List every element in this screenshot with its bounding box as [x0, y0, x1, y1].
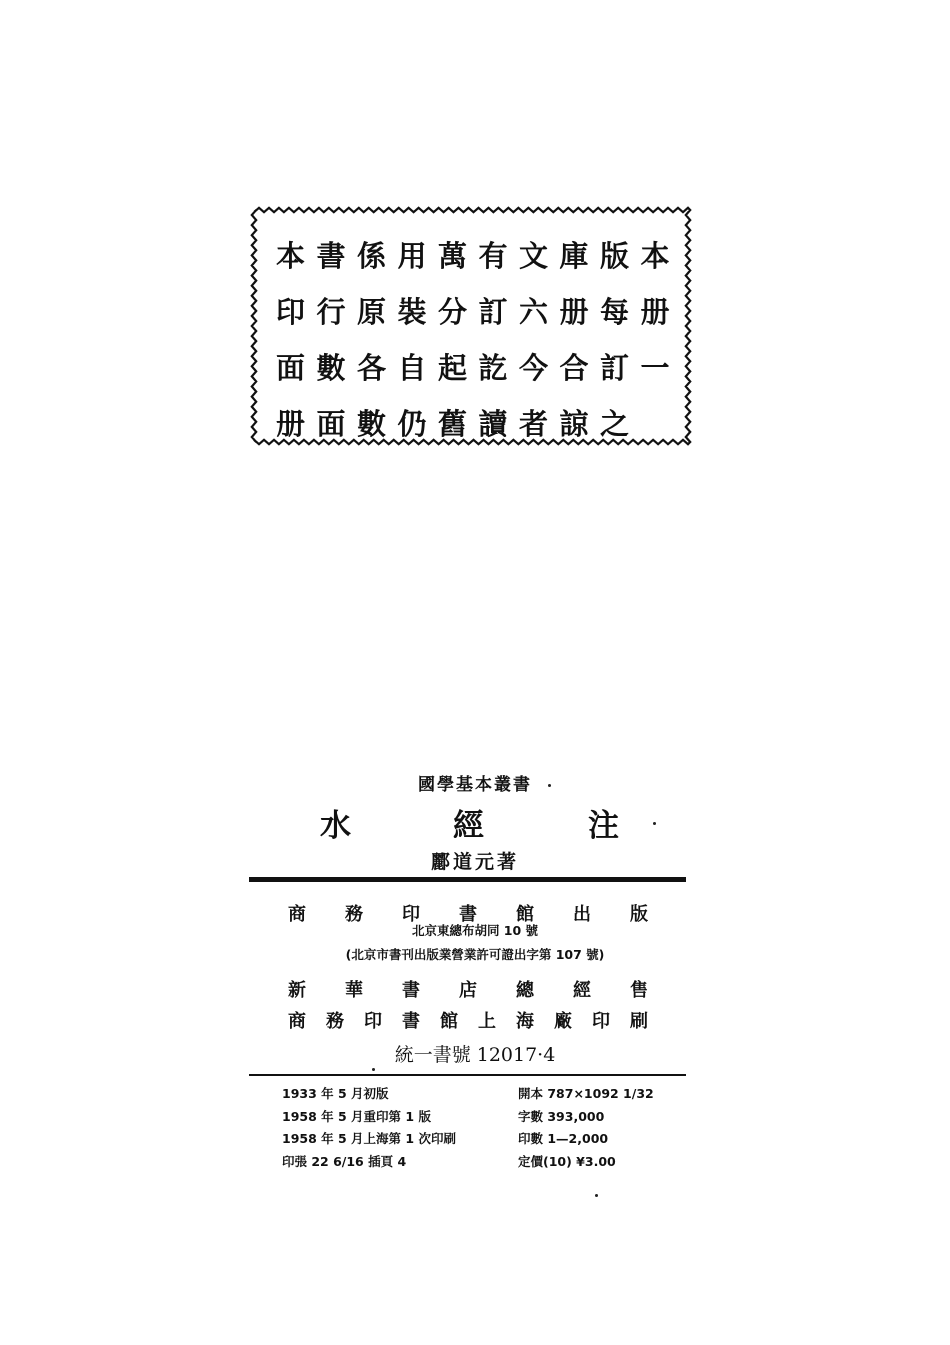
scan-speck	[548, 784, 551, 787]
notice-line	[276, 394, 681, 450]
distributor-char: 經	[573, 980, 591, 1001]
notice-char: 本	[276, 238, 306, 273]
publisher-char: 印	[402, 904, 420, 925]
notice-char: 數	[357, 406, 387, 441]
notice-char: 分	[438, 294, 468, 329]
notice-char: 庫	[559, 238, 589, 273]
notice-char: 版	[600, 238, 630, 273]
publisher-address: 北京東總布胡同 10 號	[411, 923, 539, 938]
notice-char: 各	[357, 350, 387, 385]
format-line: 定價(10) ¥3.00	[518, 1153, 616, 1169]
notice-char: 數	[316, 350, 346, 385]
format-info	[518, 1083, 654, 1173]
notice-char: 本	[640, 238, 670, 273]
notice-line	[276, 338, 681, 394]
notice-char: 面	[276, 350, 306, 385]
notice-box	[250, 206, 692, 446]
notice-char: 册	[559, 294, 589, 329]
scan-speck	[653, 822, 656, 825]
notice-char: 訂	[600, 350, 630, 385]
notice-line	[276, 282, 681, 338]
printer-char: 印	[592, 1011, 610, 1032]
unified-book-number: 統一書號 12017·4	[394, 1044, 556, 1066]
distributor-char: 書	[402, 980, 420, 1001]
edition-info	[282, 1083, 456, 1173]
notice-char: 仍	[397, 406, 427, 441]
publisher-char: 出	[573, 904, 591, 925]
publisher-char: 商	[288, 904, 306, 925]
notice-char: 六	[519, 294, 549, 329]
notice-char: 係	[357, 238, 387, 273]
publisher-char: 務	[345, 904, 363, 925]
title-char: 經	[453, 808, 484, 844]
notice-char: 一	[640, 350, 670, 385]
publisher-char: 版	[630, 904, 648, 925]
notice-line	[276, 226, 681, 282]
divider-thin	[249, 1074, 686, 1076]
printer-line	[288, 1007, 648, 1033]
divider-thick	[249, 877, 686, 882]
notice-char: 起	[438, 350, 468, 385]
distributor-char: 售	[630, 980, 648, 1001]
author-line: 酈道元著	[430, 851, 519, 873]
printer-char: 刷	[630, 1011, 648, 1032]
notice-char: 册	[276, 406, 306, 441]
printer-char: 商	[288, 1011, 306, 1032]
notice-char: 自	[397, 350, 427, 385]
notice-char: 讀	[478, 406, 508, 441]
title-char: 注	[588, 808, 619, 844]
edition-line: 1958 年 5 月重印第 1 版	[282, 1108, 431, 1124]
format-line: 印數 1—2,000	[518, 1131, 609, 1146]
distributor-line	[288, 976, 648, 1002]
notice-char: 有	[478, 238, 508, 273]
notice-char: 文	[519, 238, 549, 273]
publisher-char: 館	[516, 904, 534, 925]
printer-char: 印	[364, 1011, 382, 1032]
printer-char: 上	[478, 1011, 496, 1032]
notice-char: 今	[519, 350, 549, 385]
notice-char: 舊	[438, 406, 468, 441]
notice-char: 用	[397, 238, 427, 273]
series-name: 國學基本叢書	[418, 775, 532, 795]
notice-char: 書	[316, 238, 346, 273]
title-char: 水	[320, 808, 351, 844]
distributor-char: 華	[345, 980, 363, 1001]
scan-speck	[372, 1068, 375, 1071]
printer-char: 書	[402, 1011, 420, 1032]
notice-char: 訂	[478, 294, 508, 329]
edition-line: 1958 年 5 月上海第 1 次印刷	[282, 1131, 456, 1146]
notice-char: 者	[519, 406, 549, 441]
notice-char: 諒	[559, 406, 589, 441]
printer-char: 館	[440, 1011, 458, 1032]
scan-speck	[595, 1194, 598, 1197]
format-line: 字數 393,000	[518, 1108, 605, 1124]
notice-char: 裝	[397, 294, 427, 329]
notice-char: 每	[600, 294, 630, 329]
printer-char: 廠	[554, 1011, 572, 1032]
book-title	[320, 800, 630, 844]
printer-char: 務	[326, 1011, 344, 1032]
notice-char: 行	[316, 294, 346, 329]
notice-char: 面	[316, 406, 346, 441]
notice-char: 合	[559, 350, 589, 385]
license-number: (北京市書刊出版業營業許可證出字第 107 號)	[345, 947, 605, 962]
edition-line: 1933 年 5 月初版	[282, 1086, 389, 1101]
notice-char: 萬	[438, 238, 468, 273]
printer-char: 海	[516, 1011, 534, 1032]
distributor-char: 總	[516, 980, 534, 1001]
notice-char: 訖	[478, 350, 508, 385]
edition-line: 印張 22 6/16 插頁 4	[282, 1153, 407, 1169]
distributor-char: 店	[459, 980, 477, 1001]
notice-text	[276, 226, 681, 450]
publisher-char: 書	[459, 904, 477, 925]
notice-char: 原	[357, 294, 387, 329]
format-line: 開本 787×1092 1/32	[518, 1086, 654, 1101]
notice-char: 之	[600, 406, 630, 441]
notice-char: 印	[276, 294, 306, 329]
notice-char: 册	[640, 294, 670, 329]
distributor-char: 新	[288, 980, 306, 1001]
